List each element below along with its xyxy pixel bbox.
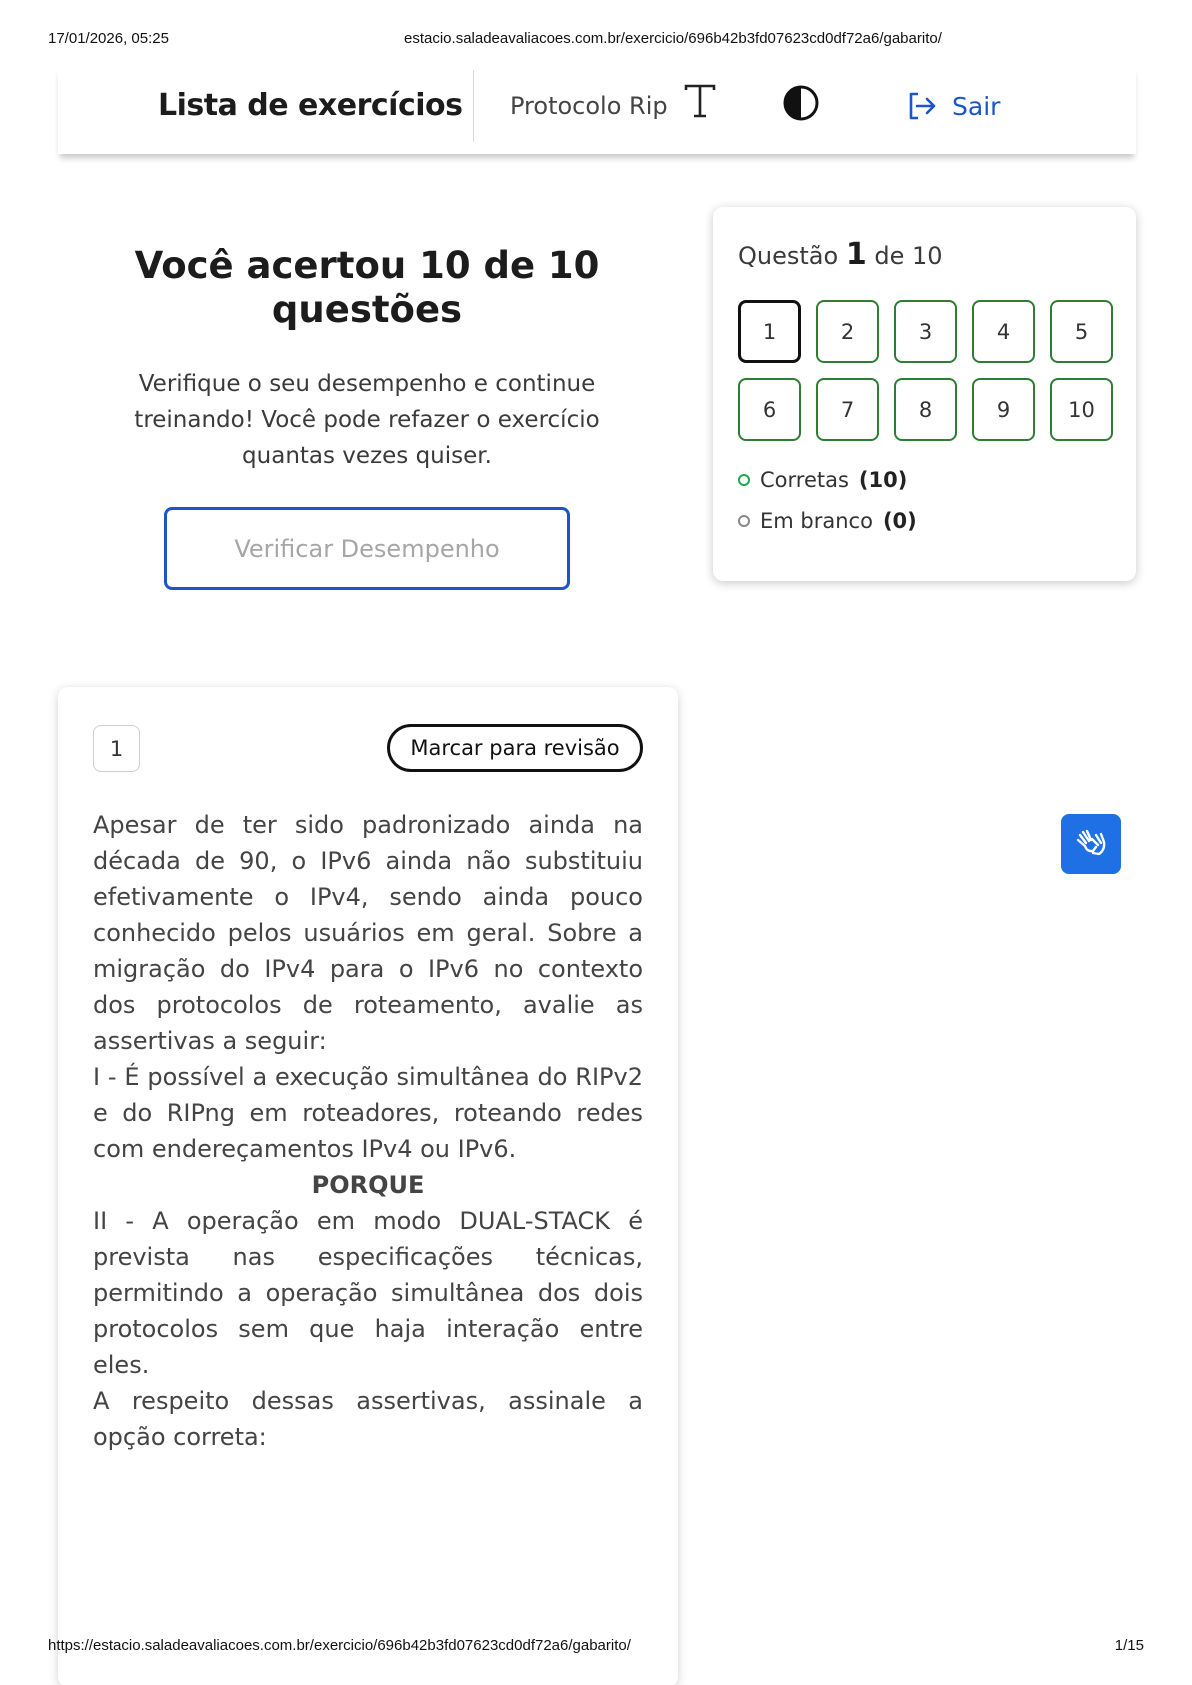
question-grid: [738, 300, 1113, 441]
legend-blank-count: (0): [882, 509, 917, 533]
question-counter-current: 1: [845, 237, 867, 272]
result-heading-line1: Você acertou 10 de 10: [134, 244, 600, 287]
contrast-icon: [782, 84, 820, 122]
print-footer-url: https://estacio.saladeavaliacoes.com.br/exercicio/696b42b3fd07623cd0df72a6/gabarito/: [48, 1637, 631, 1654]
question-button-8[interactable]: 8: [894, 378, 957, 441]
status-legend: [738, 467, 917, 549]
top-bar: [58, 66, 1136, 154]
result-summary: [100, 244, 634, 474]
question-button-10[interactable]: 10: [1050, 378, 1113, 441]
question-intro: Apesar de ter sido padronizado ainda na década de 90, o IPv6 ainda não substituiu efetivamente o IPv4, sendo ainda pouco conhecido pelos usuários em geral. Sobre a migração do IPv4 para o IPv6 no contexto dos protocolos de roteamento, avalie as assertivas a seguir:: [93, 811, 643, 1055]
result-description: Verifique o seu desempenho e continue treinando! Você pode refazer o exercício quantas vezes quiser.: [134, 371, 600, 469]
legend-blank-label: Em branco: [760, 509, 873, 533]
page-title: Lista de exercícios: [158, 88, 463, 123]
print-date: 17/01/2026, 05:25: [48, 30, 169, 47]
question-counter-prefix: Questão: [738, 242, 839, 270]
assertion-1: I - É possível a execução simultânea do RIPv2 e do RIPng em roteadores, roteando redes com endereçamentos IPv4 ou IPv6.: [93, 1063, 643, 1163]
print-footer: [0, 1637, 1192, 1659]
question-button-9[interactable]: 9: [972, 378, 1035, 441]
question-button-4[interactable]: 4: [972, 300, 1035, 363]
header-divider: [473, 70, 474, 142]
correct-dot-icon: [738, 474, 750, 486]
font-size-icon: [682, 82, 718, 122]
legend-blank: [738, 508, 917, 534]
question-button-1[interactable]: 1: [738, 300, 801, 363]
mark-for-review-button[interactable]: Marcar para revisão: [387, 724, 643, 772]
logout-button[interactable]: [906, 86, 1000, 126]
question-card: [58, 687, 678, 1685]
question-text: [93, 807, 643, 1455]
legend-correct-count: (10): [858, 468, 908, 492]
sign-language-button[interactable]: [1061, 814, 1121, 874]
verify-performance-button[interactable]: Verificar Desempenho: [164, 507, 570, 590]
question-button-2[interactable]: 2: [816, 300, 879, 363]
subject-title: Protocolo Rip: [510, 92, 668, 120]
question-counter: [738, 237, 943, 272]
question-button-3[interactable]: 3: [894, 300, 957, 363]
font-size-button[interactable]: [682, 82, 718, 122]
sign-language-icon: [1072, 825, 1110, 863]
logout-icon: [906, 90, 938, 122]
legend-correct: [738, 467, 917, 493]
question-button-6[interactable]: 6: [738, 378, 801, 441]
question-counter-suffix: de 10: [874, 242, 943, 270]
print-page-number: 1/15: [1114, 1637, 1144, 1654]
question-navigator: [713, 207, 1136, 581]
assertion-2: II - A operação em modo DUAL-STACK é prevista nas especificações técnicas, permitindo a operação simultânea dos dois protocolos sem que haja interação entre eles.: [93, 1207, 643, 1379]
contrast-button[interactable]: [782, 84, 820, 122]
blank-dot-icon: [738, 515, 750, 527]
question-closing: A respeito dessas assertivas, assinale a opção correta:: [93, 1387, 643, 1451]
question-button-7[interactable]: 7: [816, 378, 879, 441]
result-heading: [100, 244, 634, 332]
legend-correct-label: Corretas: [760, 468, 849, 492]
logout-label: Sair: [952, 91, 1001, 121]
question-button-5[interactable]: 5: [1050, 300, 1113, 363]
porque-label: PORQUE: [311, 1171, 425, 1199]
question-number-badge: 1: [93, 725, 140, 772]
result-heading-line2: questões: [271, 288, 463, 331]
print-url: estacio.saladeavaliacoes.com.br/exercicio/696b42b3fd07623cd0df72a6/gabarito/: [404, 30, 942, 47]
print-header: [0, 30, 1192, 52]
